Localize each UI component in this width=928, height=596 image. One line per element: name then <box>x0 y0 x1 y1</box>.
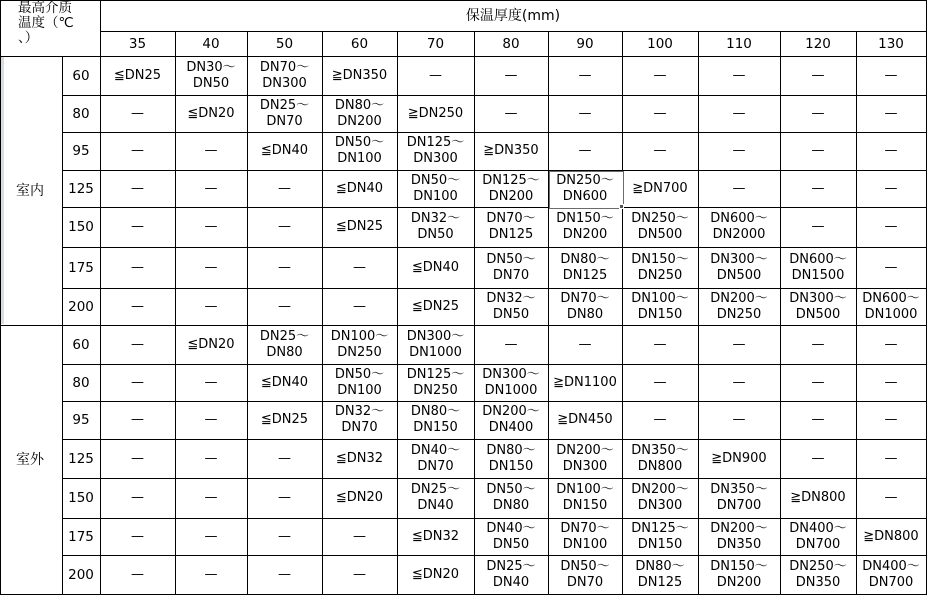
table-cell[interactable]: — <box>131 528 144 544</box>
table-cell[interactable]: DN50～ DN100 <box>334 366 385 398</box>
table-cell[interactable]: — <box>429 67 442 83</box>
table-cell[interactable]: — <box>653 67 667 83</box>
table-cell[interactable]: — <box>811 219 825 234</box>
table-cell[interactable]: ≦DN25 <box>260 412 309 427</box>
group-label-outdoor: 室外 <box>16 451 44 468</box>
table-cell[interactable]: — <box>131 336 144 352</box>
table-cell[interactable]: ≦DN40 <box>260 143 309 158</box>
table-cell[interactable]: DN350～ DN800 <box>631 442 689 474</box>
table-cell[interactable]: DN400～ DN700 <box>789 520 847 552</box>
thickness-col-header-35: 35 <box>128 35 147 52</box>
table-cell[interactable]: — <box>732 180 746 196</box>
table-cell[interactable]: DN40～ DN70 <box>410 442 461 474</box>
table-cell[interactable]: — <box>204 143 218 158</box>
table-cell[interactable]: DN70～ DN80 <box>560 290 610 322</box>
table-cell[interactable]: — <box>732 143 746 158</box>
table-cell[interactable]: — <box>131 298 144 314</box>
table-cell[interactable]: ≦DN20 <box>187 105 235 121</box>
table-cell[interactable]: — <box>811 143 825 158</box>
table-cell[interactable]: ≦DN20 <box>187 336 235 352</box>
thickness-col-header-90: 90 <box>576 35 594 52</box>
table-cell[interactable]: ≦DN40 <box>335 180 384 196</box>
table-cell[interactable]: ≧DN250 <box>407 105 464 121</box>
table-cell[interactable]: ≦DN40 <box>260 374 309 390</box>
table-cell[interactable]: DN30～ DN50 <box>186 59 236 91</box>
table-cell[interactable]: — <box>278 219 291 234</box>
table-cell[interactable]: — <box>204 528 218 544</box>
table-cell[interactable]: ≦DN32 <box>335 450 384 466</box>
table-cell[interactable]: — <box>353 566 366 582</box>
table-cell[interactable]: — <box>353 259 366 275</box>
table-cell[interactable]: DN80～ DN150 <box>486 442 536 474</box>
table-cell[interactable]: — <box>278 450 291 466</box>
table-cell[interactable]: ≧DN1100 <box>553 374 617 390</box>
table-cell[interactable]: — <box>884 374 898 390</box>
table-cell[interactable]: — <box>811 412 825 427</box>
table-cell[interactable]: — <box>811 180 825 196</box>
table-cell[interactable]: DN125～ DN300 <box>406 135 465 166</box>
table-cell[interactable]: DN200～ DN250 <box>710 290 768 322</box>
table-cell[interactable]: DN32～ DN50 <box>410 211 461 242</box>
table-cell[interactable]: ≧DN900 <box>711 450 767 466</box>
thickness-header-title: 保温厚度(mm) <box>465 7 561 24</box>
table-cell[interactable]: — <box>204 298 218 314</box>
thickness-col-header-50: 50 <box>275 35 294 52</box>
table-cell[interactable]: — <box>811 67 825 83</box>
table-cell[interactable]: — <box>353 528 366 544</box>
fill-handle[interactable] <box>619 204 624 209</box>
table-cell[interactable]: — <box>884 67 898 83</box>
table-cell[interactable]: DN80～ DN200 <box>334 97 385 129</box>
table-cell[interactable]: DN100～ DN150 <box>631 290 689 322</box>
thickness-col-header-60: 60 <box>350 35 369 52</box>
table-cell[interactable]: ≦DN20 <box>411 566 460 582</box>
corner-header: 最高介质 温度（℃ 、） <box>18 0 74 46</box>
table-cell[interactable]: — <box>811 336 825 352</box>
table-cell[interactable]: DN50～ DN100 <box>410 172 461 204</box>
thickness-col-header-110: 110 <box>726 35 752 52</box>
table-cell[interactable]: — <box>204 450 218 466</box>
table-cell[interactable]: ≧DN800 <box>790 490 846 505</box>
table-cell[interactable]: — <box>732 412 746 427</box>
table-cell[interactable]: — <box>653 336 667 352</box>
table-cell[interactable]: DN50～ DN70 <box>486 251 536 283</box>
table-cell[interactable]: ≦DN25 <box>335 219 384 234</box>
table-cell[interactable]: — <box>884 143 898 158</box>
table-cell[interactable]: — <box>131 490 144 505</box>
table-cell[interactable]: — <box>278 566 291 582</box>
table-cell[interactable]: — <box>884 450 898 466</box>
table-cell[interactable]: — <box>653 105 667 121</box>
table-cell[interactable]: DN100～ DN250 <box>330 328 389 360</box>
temp-cell: 125 <box>68 180 94 197</box>
table-cell[interactable]: — <box>811 105 825 121</box>
table-cell[interactable]: ≧DN800 <box>863 528 919 544</box>
table-cell[interactable]: — <box>653 412 667 427</box>
table-cell[interactable]: — <box>353 298 366 314</box>
table-cell[interactable]: DN200～ DN400 <box>482 404 540 435</box>
table-cell[interactable]: — <box>504 67 518 83</box>
table-cell[interactable]: — <box>732 67 746 83</box>
thickness-col-header-100: 100 <box>647 35 673 52</box>
temp-cell: 150 <box>68 219 94 235</box>
table-cell[interactable]: DN250～ DN600 <box>556 172 614 204</box>
temp-cell: 200 <box>68 298 94 315</box>
table-cell[interactable]: ≧DN700 <box>632 180 688 196</box>
temp-cell: 95 <box>72 143 90 159</box>
table-cell[interactable]: — <box>884 180 898 196</box>
table-cell[interactable]: — <box>278 298 291 314</box>
thickness-col-header-130: 130 <box>878 35 904 52</box>
table-cell[interactable]: DN80～ DN125 <box>635 558 685 590</box>
table-cell[interactable]: — <box>131 412 144 427</box>
table-cell[interactable]: — <box>204 219 218 234</box>
table-cell[interactable]: DN600～ DN1000 <box>862 290 920 322</box>
temp-cell: 80 <box>72 374 90 391</box>
table-cell[interactable]: — <box>884 105 898 121</box>
table-cell[interactable]: — <box>204 490 218 505</box>
table-cell[interactable]: — <box>278 528 291 544</box>
table-cell[interactable]: ≦DN25 <box>411 298 460 314</box>
table-cell[interactable]: DN100～ DN150 <box>556 482 614 513</box>
table-cell[interactable]: — <box>653 374 667 390</box>
table-cell[interactable]: — <box>278 180 291 196</box>
table-cell[interactable]: — <box>578 105 592 121</box>
thickness-col-header-70: 70 <box>426 35 445 52</box>
table-cell[interactable]: DN50～ DN70 <box>560 558 610 590</box>
table-cell[interactable]: — <box>732 374 746 390</box>
table-cell[interactable]: DN125～ DN250 <box>406 366 465 398</box>
table-cell[interactable]: — <box>204 374 218 390</box>
temp-cell: 60 <box>72 336 90 353</box>
table-cell[interactable]: DN400～ DN700 <box>862 558 920 590</box>
table-cell[interactable]: — <box>811 450 825 466</box>
table-cell[interactable]: — <box>204 412 218 427</box>
table-cell[interactable]: DN125～ DN150 <box>631 520 689 552</box>
table-cell[interactable]: — <box>884 336 898 352</box>
table-cell[interactable]: — <box>131 566 144 582</box>
table-cell[interactable]: ≦DN40 <box>411 259 460 275</box>
table-cell[interactable]: DN25～ DN40 <box>410 482 461 513</box>
temp-cell: 150 <box>68 490 94 506</box>
table-cell[interactable]: DN70～ DN125 <box>486 211 536 242</box>
table-cell[interactable]: — <box>504 105 518 121</box>
temp-cell: 175 <box>68 528 94 545</box>
table-cell[interactable]: DN50～ DN100 <box>334 135 385 166</box>
table-cell[interactable]: — <box>578 67 592 83</box>
temp-cell: 95 <box>72 412 90 428</box>
table-cell[interactable]: ≦DN20 <box>335 490 384 505</box>
table-cell[interactable]: DN32～ DN70 <box>334 404 385 435</box>
temp-cell: 80 <box>72 105 90 122</box>
table-cell[interactable]: DN300～ DN500 <box>789 290 847 322</box>
table-cell[interactable]: — <box>578 143 592 158</box>
table-cell[interactable]: DN300～ DN1000 <box>406 328 465 360</box>
table-cell[interactable]: DN250～ DN350 <box>789 558 847 590</box>
table-cell[interactable]: — <box>884 490 898 505</box>
table-cell[interactable]: — <box>732 336 746 352</box>
table-cell[interactable]: DN80～ DN150 <box>410 404 461 435</box>
table-cell[interactable]: — <box>504 336 518 352</box>
table-cell[interactable]: — <box>653 143 667 158</box>
table-cell[interactable]: DN40～ DN50 <box>486 520 536 552</box>
temp-cell: 200 <box>68 566 94 583</box>
table-cell[interactable]: — <box>131 374 144 390</box>
table-cell[interactable]: ≧DN350 <box>483 143 539 158</box>
table-cell[interactable]: — <box>811 374 825 390</box>
table-cell[interactable]: DN125～ DN200 <box>482 172 540 204</box>
table-cell[interactable]: — <box>884 259 898 275</box>
table-cell[interactable]: ≧DN350 <box>331 67 388 83</box>
table-cell[interactable]: DN25～ DN40 <box>486 558 536 590</box>
table-cell[interactable]: DN25～ DN80 <box>259 328 310 360</box>
table-cell[interactable]: DN80～ DN125 <box>560 251 610 283</box>
table-cell[interactable]: — <box>278 490 291 505</box>
table-cell[interactable]: — <box>884 412 898 427</box>
thickness-col-header-120: 120 <box>805 35 831 52</box>
thickness-col-header-40: 40 <box>202 35 220 52</box>
table-cell[interactable]: DN200～ DN300 <box>556 442 614 474</box>
table-cell[interactable]: DN250～ DN500 <box>631 211 689 242</box>
table-cell[interactable]: — <box>131 259 144 275</box>
table-cell[interactable]: — <box>884 219 898 234</box>
temp-cell: 125 <box>68 450 94 467</box>
table-cell[interactable]: DN50～ DN80 <box>486 482 536 513</box>
table-cell[interactable]: DN350～ DN700 <box>710 482 768 513</box>
table-cell[interactable]: — <box>732 105 746 121</box>
table-cell[interactable]: DN70～ DN100 <box>560 520 610 552</box>
table-cell[interactable]: — <box>131 180 144 196</box>
group-label-indoor: 室内 <box>16 182 44 199</box>
table-cell[interactable]: DN600～ DN2000 <box>710 211 768 242</box>
table-cell[interactable]: DN25～ DN70 <box>259 97 310 129</box>
thickness-col-header-80: 80 <box>502 35 520 52</box>
temp-cell: 60 <box>72 67 90 84</box>
table-cell[interactable]: — <box>204 180 218 196</box>
table-cell[interactable]: ≧DN450 <box>557 412 613 427</box>
table-cell[interactable]: ≦DN25 <box>113 67 162 83</box>
table-cell[interactable]: — <box>278 259 291 275</box>
temp-cell: 175 <box>68 259 94 276</box>
table-cell[interactable]: DN600～ DN1500 <box>789 251 847 283</box>
table-cell[interactable]: — <box>131 450 144 466</box>
table-cell[interactable]: — <box>131 143 144 158</box>
table-cell[interactable]: DN70～ DN300 <box>259 59 310 91</box>
table-cell[interactable]: ≦DN32 <box>411 528 460 544</box>
table-cell[interactable]: DN200～ DN300 <box>631 482 689 513</box>
table-cell[interactable]: — <box>204 259 218 275</box>
table-cell[interactable]: DN150～ DN250 <box>631 251 689 283</box>
table-cell[interactable]: — <box>131 105 144 121</box>
table-cell[interactable]: — <box>131 219 144 234</box>
table-cell[interactable]: DN200～ DN350 <box>710 520 768 552</box>
table-cell[interactable]: — <box>578 336 592 352</box>
table-cell[interactable]: DN300～ DN500 <box>710 251 768 283</box>
table-cell[interactable]: DN32～ DN50 <box>486 290 536 322</box>
table-cell[interactable]: DN150～ DN200 <box>556 211 614 242</box>
table-cell[interactable]: DN150～ DN200 <box>710 558 768 590</box>
table-cell[interactable]: DN300～ DN1000 <box>482 366 540 398</box>
table-cell[interactable]: — <box>204 566 218 582</box>
